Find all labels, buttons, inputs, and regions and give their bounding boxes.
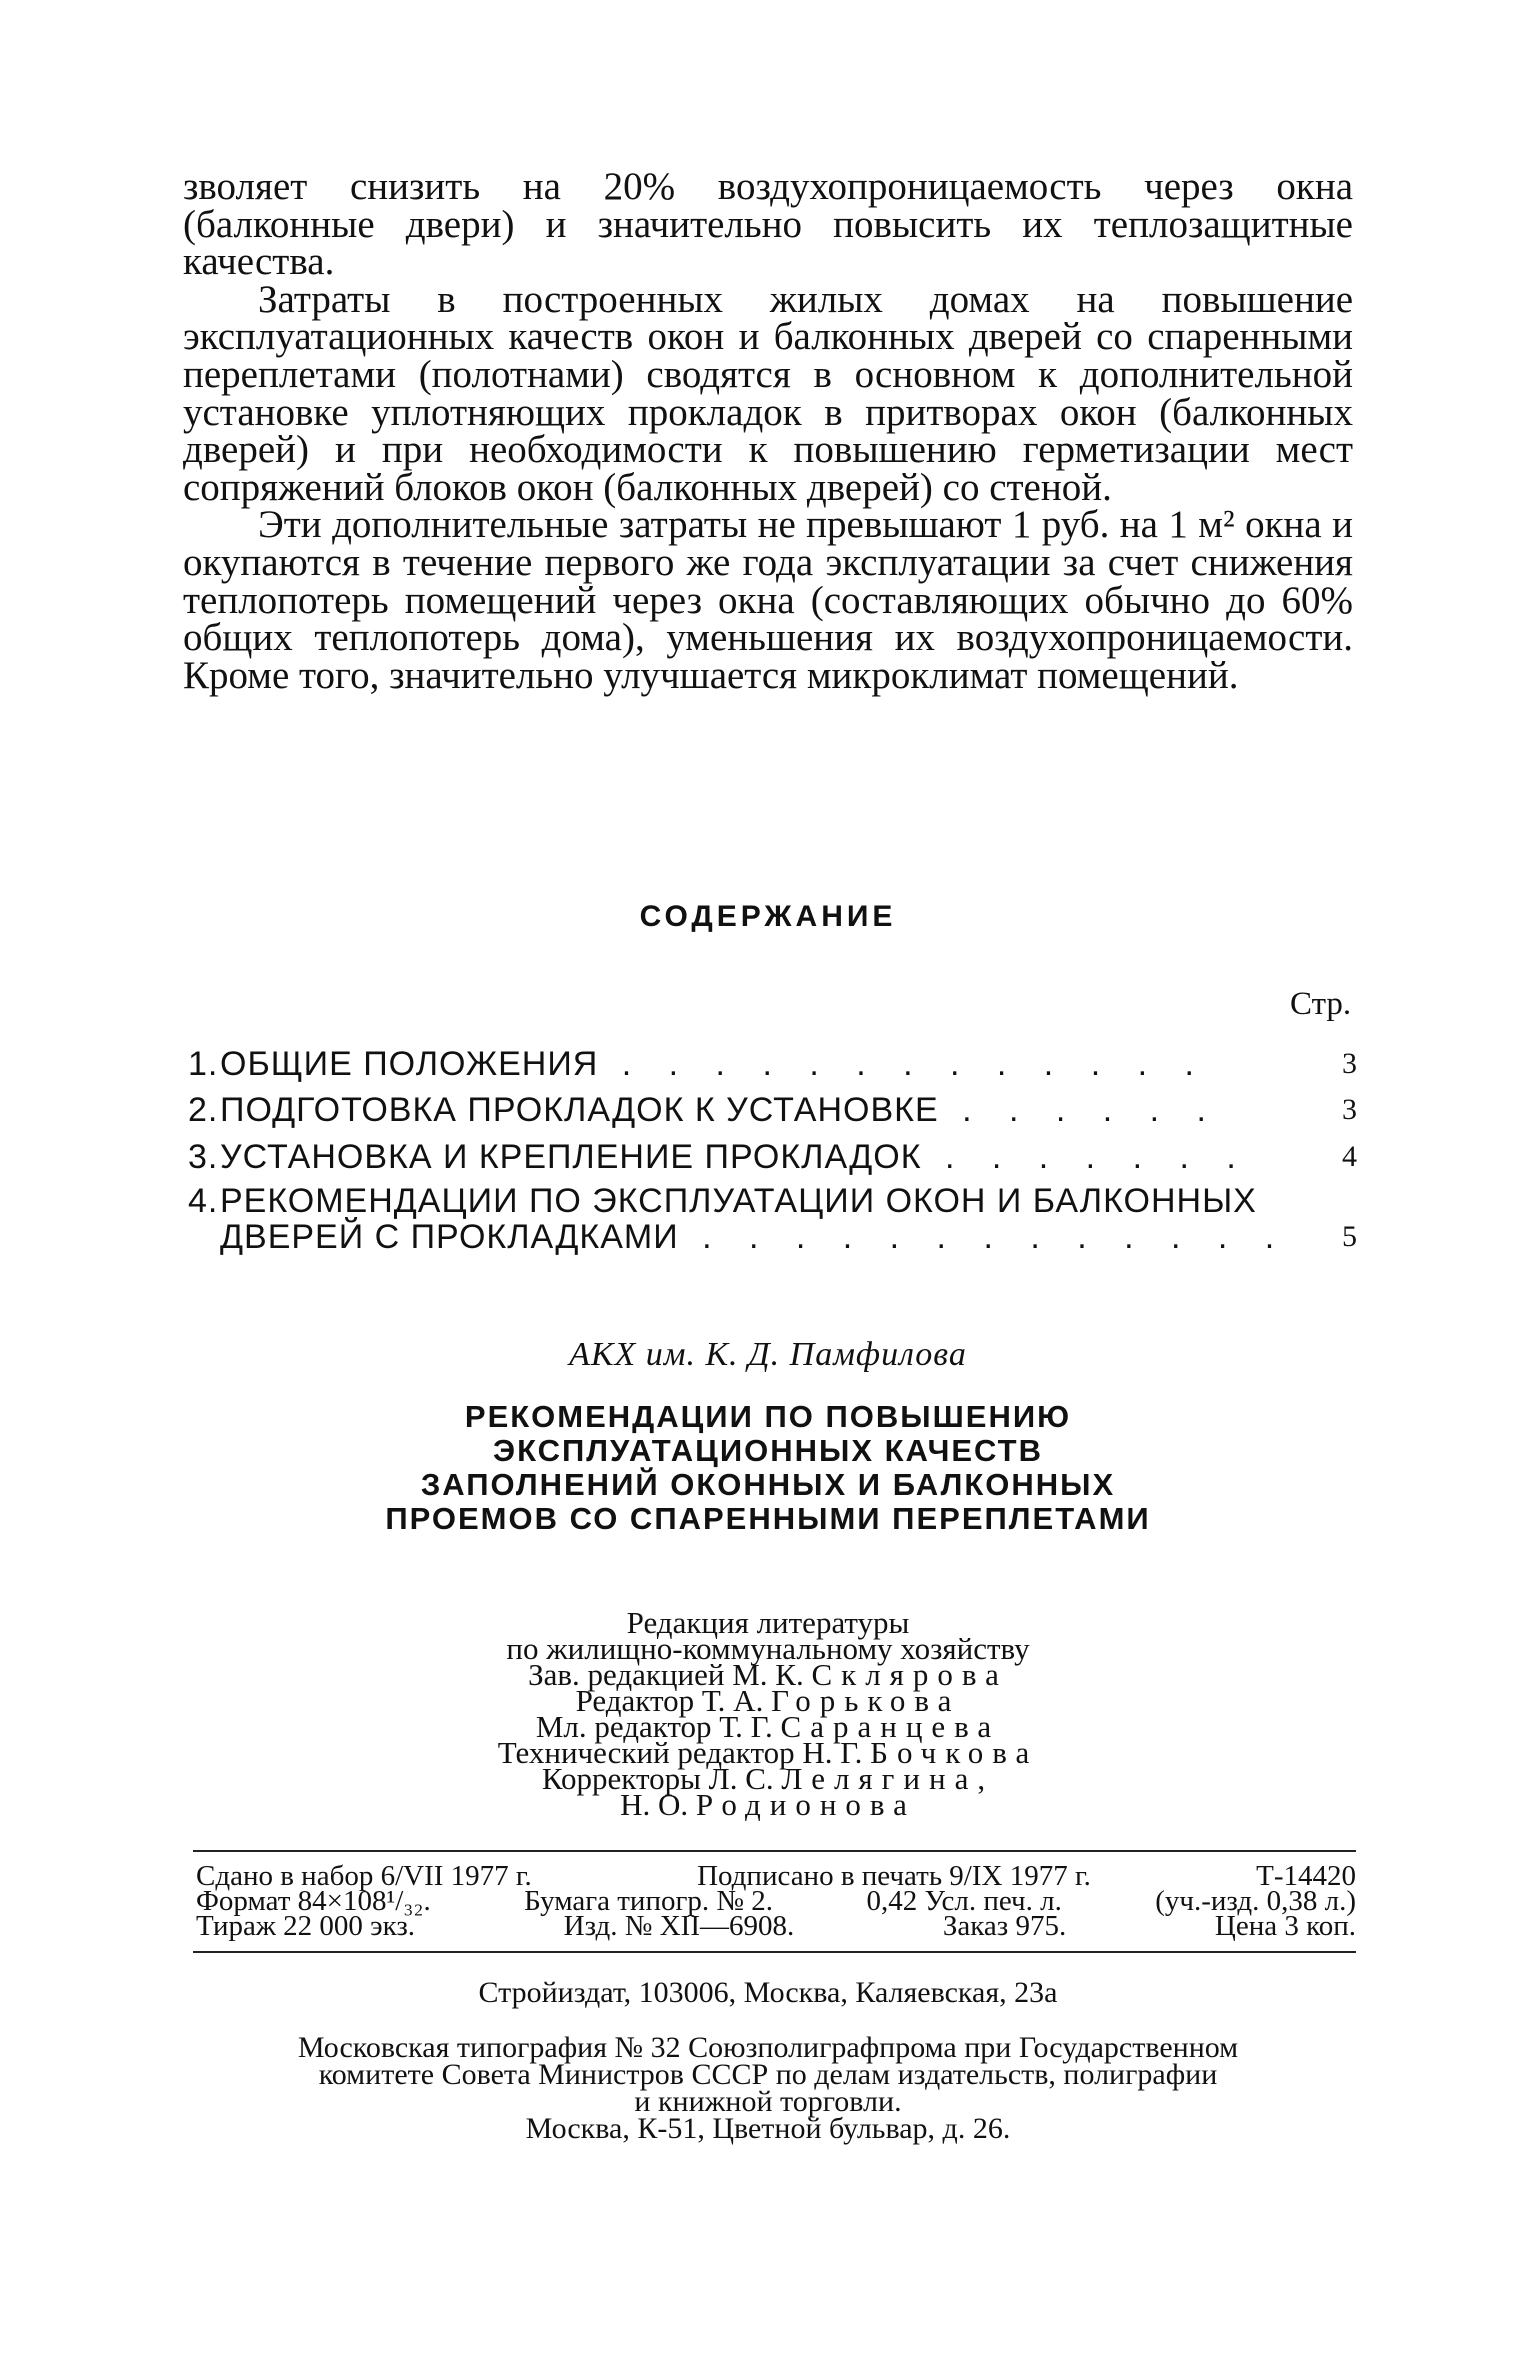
imprint-row [196, 1910, 1356, 1942]
toc-item-number: 1. [188, 1045, 219, 1083]
printer-line: комитете Совета Министров СССР по делам издательств, полиграфии [318, 2058, 1218, 2091]
book-title-line: ЭКСПЛУАТАЦИОННЫХ КАЧЕСТВ [493, 1433, 1043, 1468]
credit-role: Технический редактор Н. Г. [497, 1735, 863, 1770]
toc-item-text: ПОДГОТОВКА ПРОКЛАДОК К УСТАНОВКЕ [220, 1091, 939, 1129]
body-paragraph-3: Эти дополнительные затраты не превышают 1 руб. на 1 м² окна и окупаются в течение первого же года эксплуатации за счет снижения теплопотерь помещений через окна (составляющих обычно до 60% общих теплопотерь дома), уменьшения их воздухопроницаемости. Кроме того, значительно улучшается микроклимат помещений. [183, 503, 1353, 697]
imprint-cell: Формат 84×108¹/₃₂. [196, 1885, 431, 1917]
book-title-line: РЕКОМЕНДАЦИИ ПО ПОВЫШЕНИЮ [464, 1399, 1072, 1434]
divider-rule [193, 1951, 1356, 1953]
toc-item-page: 3 [1342, 1093, 1358, 1126]
toc-item-number: 2. [188, 1091, 219, 1129]
author: АКХ им. К. Д. Памфилова [569, 1336, 967, 1373]
imprint-cell: Подписано в печать 9/IX 1977 г. [697, 1860, 1091, 1892]
toc-item-page: 4 [1342, 1140, 1358, 1173]
printer-line: Московская типография № 32 Союзполиграфпрома при Государственном [297, 2031, 1239, 2064]
toc-title: СОДЕРЖАНИЕ [639, 900, 897, 933]
toc-item-text: РЕКОМЕНДАЦИИ ПО ЭКСПЛУАТАЦИИ ОКОН И БАЛКОННЫХ [220, 1182, 1257, 1220]
printer-line: и книжной торговли. [634, 2085, 902, 2118]
imprint-cell: Заказ 975. [942, 1910, 1067, 1942]
toc-item: 1.ОБЩИЕ ПОЛОЖЕНИЯ . . . . . . . . . . . . . 3 [188, 1045, 1358, 1083]
imprint-cell: Сдано в набор 6/VII 1977 г. [196, 1860, 532, 1892]
printer-line: Москва, К-51, Цветной бульвар, д. 26. [525, 2112, 1011, 2145]
printer-info [0, 2031, 1536, 2145]
credit-role: Редактор Т. А. [575, 1683, 764, 1718]
toc-item-number: 4. [188, 1182, 219, 1220]
credit-name: Лелягина, [781, 1761, 995, 1796]
credit-name: Саранцева [780, 1709, 1001, 1744]
toc-item-text-continued: ДВЕРЕЙ С ПРОКЛАДКАМИ [220, 1218, 679, 1256]
credit-line: по жилищно-коммунальному хозяйству [506, 1631, 1030, 1666]
credit-role: Зав. редакцией М. К. [528, 1657, 804, 1692]
imprint-cell: 0,42 Усл. печ. л. [866, 1885, 1062, 1917]
book-title-line: ЗАПОЛНЕНИЙ ОКОННЫХ И БАЛКОННЫХ [420, 1467, 1116, 1502]
credit-role: Корректоры Л. С. [541, 1761, 774, 1796]
toc-item-number: 3. [188, 1138, 219, 1176]
imprint-cell: Тираж 22 000 экз. [196, 1910, 416, 1942]
toc-item: 3.УСТАНОВКА И КРЕПЛЕНИЕ ПРОКЛАДОК . . . . . . . 4 [188, 1138, 1358, 1176]
body-paragraph-2: Затраты в построенных жилых домах на повышение эксплуатационных качеств окон и балконных дверей со спаренными переплетами (полотнами) сводятся в основном к дополнительной установке уплотняющих прокладок в притворах окон (балконных дверей) и при необходимости к повышению герметизации мест сопряжений блоков окон (балконных дверей) со стеной. [183, 277, 1353, 509]
book-title-line: ПРОЕМОВ СО СПАРЕННЫМИ ПЕРЕПЛЕТАМИ [385, 1501, 1151, 1536]
credit-line: Редакция литературы [626, 1605, 910, 1640]
credit-line [0, 1787, 1536, 1822]
editorial-credits [0, 1605, 1536, 1822]
toc-item-text: УСТАНОВКА И КРЕПЛЕНИЕ ПРОКЛАДОК [220, 1138, 922, 1176]
imprint-cell: Т-14420 [1256, 1860, 1356, 1892]
book-title [0, 1400, 1536, 1536]
divider-rule [193, 1850, 1356, 1852]
toc-item-page: 3 [1342, 1047, 1358, 1080]
imprint-cell: Изд. № XII—6908. [563, 1910, 795, 1942]
imprint-cell: Бумага типогр. № 2. [524, 1885, 774, 1917]
toc-item-text: ОБЩИЕ ПОЛОЖЕНИЯ [220, 1045, 599, 1083]
imprint-cell: Цена 3 коп. [1214, 1910, 1356, 1942]
credit-role: Мл. редактор Т. Г. [535, 1709, 773, 1744]
body-text [183, 165, 1353, 697]
toc-item: 4.РЕКОМЕНДАЦИИ ПО ЭКСПЛУАТАЦИИ ОКОН И БАЛКОННЫХ ДВЕРЕЙ С ПРОКЛАДКАМИ . . . . . . . . . . . . . 5 [188, 1182, 1358, 1256]
credit-name: Бочкова [870, 1735, 1039, 1770]
imprint [196, 1860, 1356, 1942]
publisher: Стройиздат, 103006, Москва, Каляевская, 23а [478, 1976, 1058, 2009]
toc-item: 2.ПОДГОТОВКА ПРОКЛАДОК К УСТАНОВКЕ . . . . . . 3 [188, 1091, 1358, 1129]
imprint-cell: (уч.-изд. 0,38 л.) [1155, 1885, 1356, 1917]
credit-role: Н. О. [620, 1787, 689, 1822]
credit-name: Склярова [811, 1657, 1008, 1692]
body-paragraph-1: зволяет снизить на 20% воздухопроницаемость через окна (балконные двери) и значительно повысить их теплозащитные качества. [183, 165, 1353, 284]
credit-name: Горькова [771, 1683, 961, 1718]
toc-item-page: 5 [1342, 1220, 1358, 1253]
credit-name: Родионова [695, 1787, 916, 1822]
toc-page-header: Стр. [1290, 986, 1352, 1022]
